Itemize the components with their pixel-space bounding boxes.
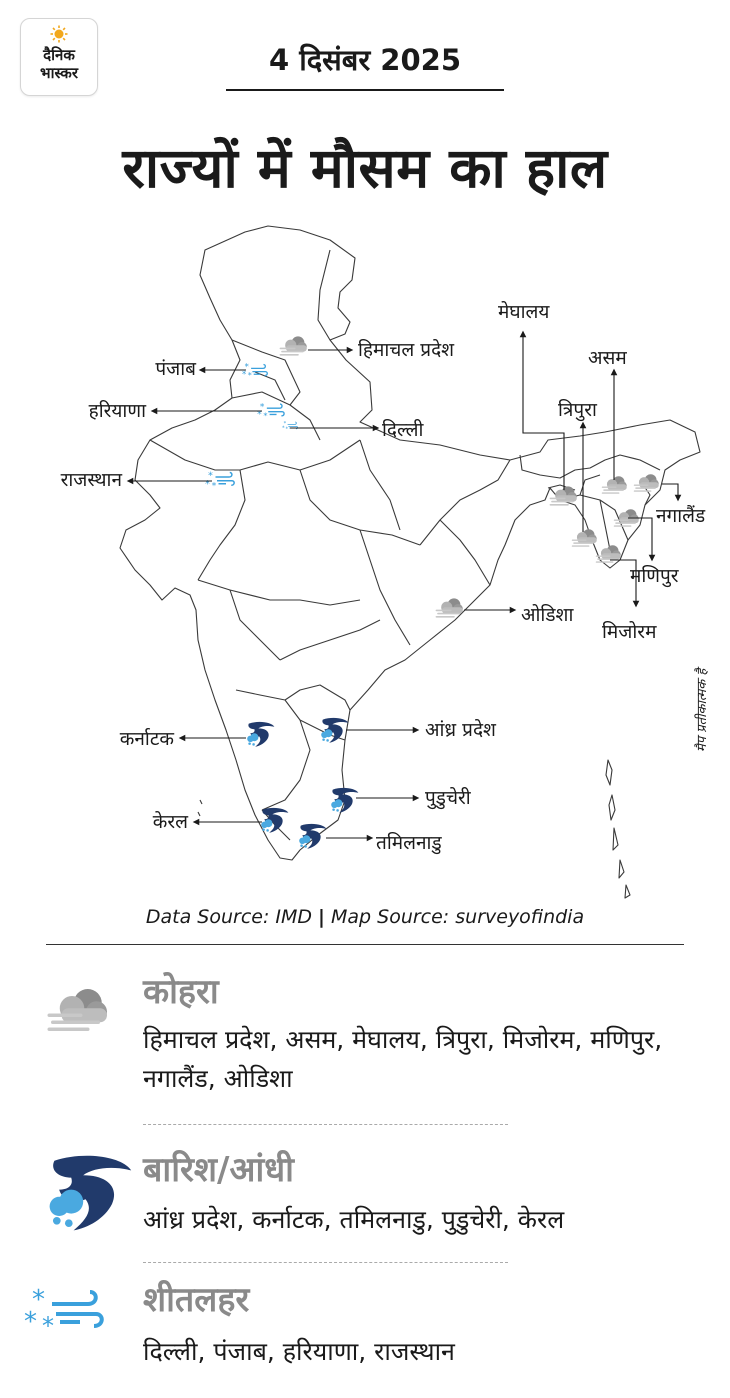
fog-icon-meghalaya [550,486,577,505]
storm-icon-kerala [261,808,288,833]
data-source: Data Source: IMD [145,906,313,928]
fog-icon-tripura [572,529,597,547]
date-heading: 4 दिसंबर 2025 [268,43,462,77]
label-mizoram: मिजोरम [602,621,657,643]
label-odisha: ओडिशा [521,604,574,626]
storm-icon-andhra [321,718,348,743]
legend-divider-1 [143,1124,508,1125]
source-separator: | [318,906,325,928]
legend-states-fog: हिमाचल प्रदेश, असम, मेघालय, त्रिपुरा, मिजोरम, मणिपुर, नगालैंड, ओडिशा [143,1025,663,1093]
legend-title-storm: बारिश/आंधी [143,1150,294,1190]
legend-title-cold: शीतलहर [143,1280,250,1320]
source-line [0,904,730,930]
legend-states-cold: दिल्ली, पंजाब, हरियाणा, राजस्थान [143,1337,455,1366]
label-karnataka: कर्नाटक [119,728,174,750]
label-manipur: मणिपुर [630,565,679,587]
storm-icon-tamilnadu [299,824,326,849]
label-kerala: केरल [152,811,188,833]
map-disclaimer: मैप प्रतीकात्मक है [695,668,710,752]
label-himachal: हिमाचल प्रदेश [358,339,455,361]
storm-icon-karnataka [247,722,274,747]
label-andhra: आंध्र प्रदेश [425,719,496,741]
fog-icon-odisha [436,598,463,617]
label-tamilnadu: तमिलनाडु [376,832,442,854]
label-puducherry: पुडुचेरी [425,787,471,809]
storm-icon-puducherry [331,788,358,813]
logo-line-2: भास्कर [40,64,78,82]
fog-cloud-icon [44,980,114,1044]
legend-states-storm: आंध्र प्रदेश, कर्नाटक, तमिलनाडु, पुडुचेरी, केरल [143,1205,565,1234]
legend-title-fog: कोहरा [143,972,219,1012]
label-assam: असम [588,347,627,369]
label-meghalaya: मेघालय [498,301,550,323]
page-title: राज्यों में मौसम का हाल [122,136,608,200]
cold-wave-icon [24,1286,104,1338]
cold-wave-icon-haryana [257,403,284,421]
rain-storm-icon [40,1150,136,1236]
label-tripura: त्रिपुरा [558,399,597,421]
cold-wave-icon-punjab [242,362,267,380]
legend-divider-2 [143,1262,508,1263]
cold-wave-icon-delhi [282,421,298,432]
map-source: Map Source: surveyofindia [331,906,585,928]
label-rajasthan: राजस्थान [60,469,122,491]
logo-line-1: दैनिक [43,46,75,64]
label-delhi: दिल्ली [382,419,424,441]
label-haryana: हरियाणा [88,400,146,422]
label-nagaland: नगालैंड [656,505,706,527]
fog-icon-himachal [280,336,307,355]
divider [46,944,684,945]
label-punjab: पंजाब [155,358,196,380]
